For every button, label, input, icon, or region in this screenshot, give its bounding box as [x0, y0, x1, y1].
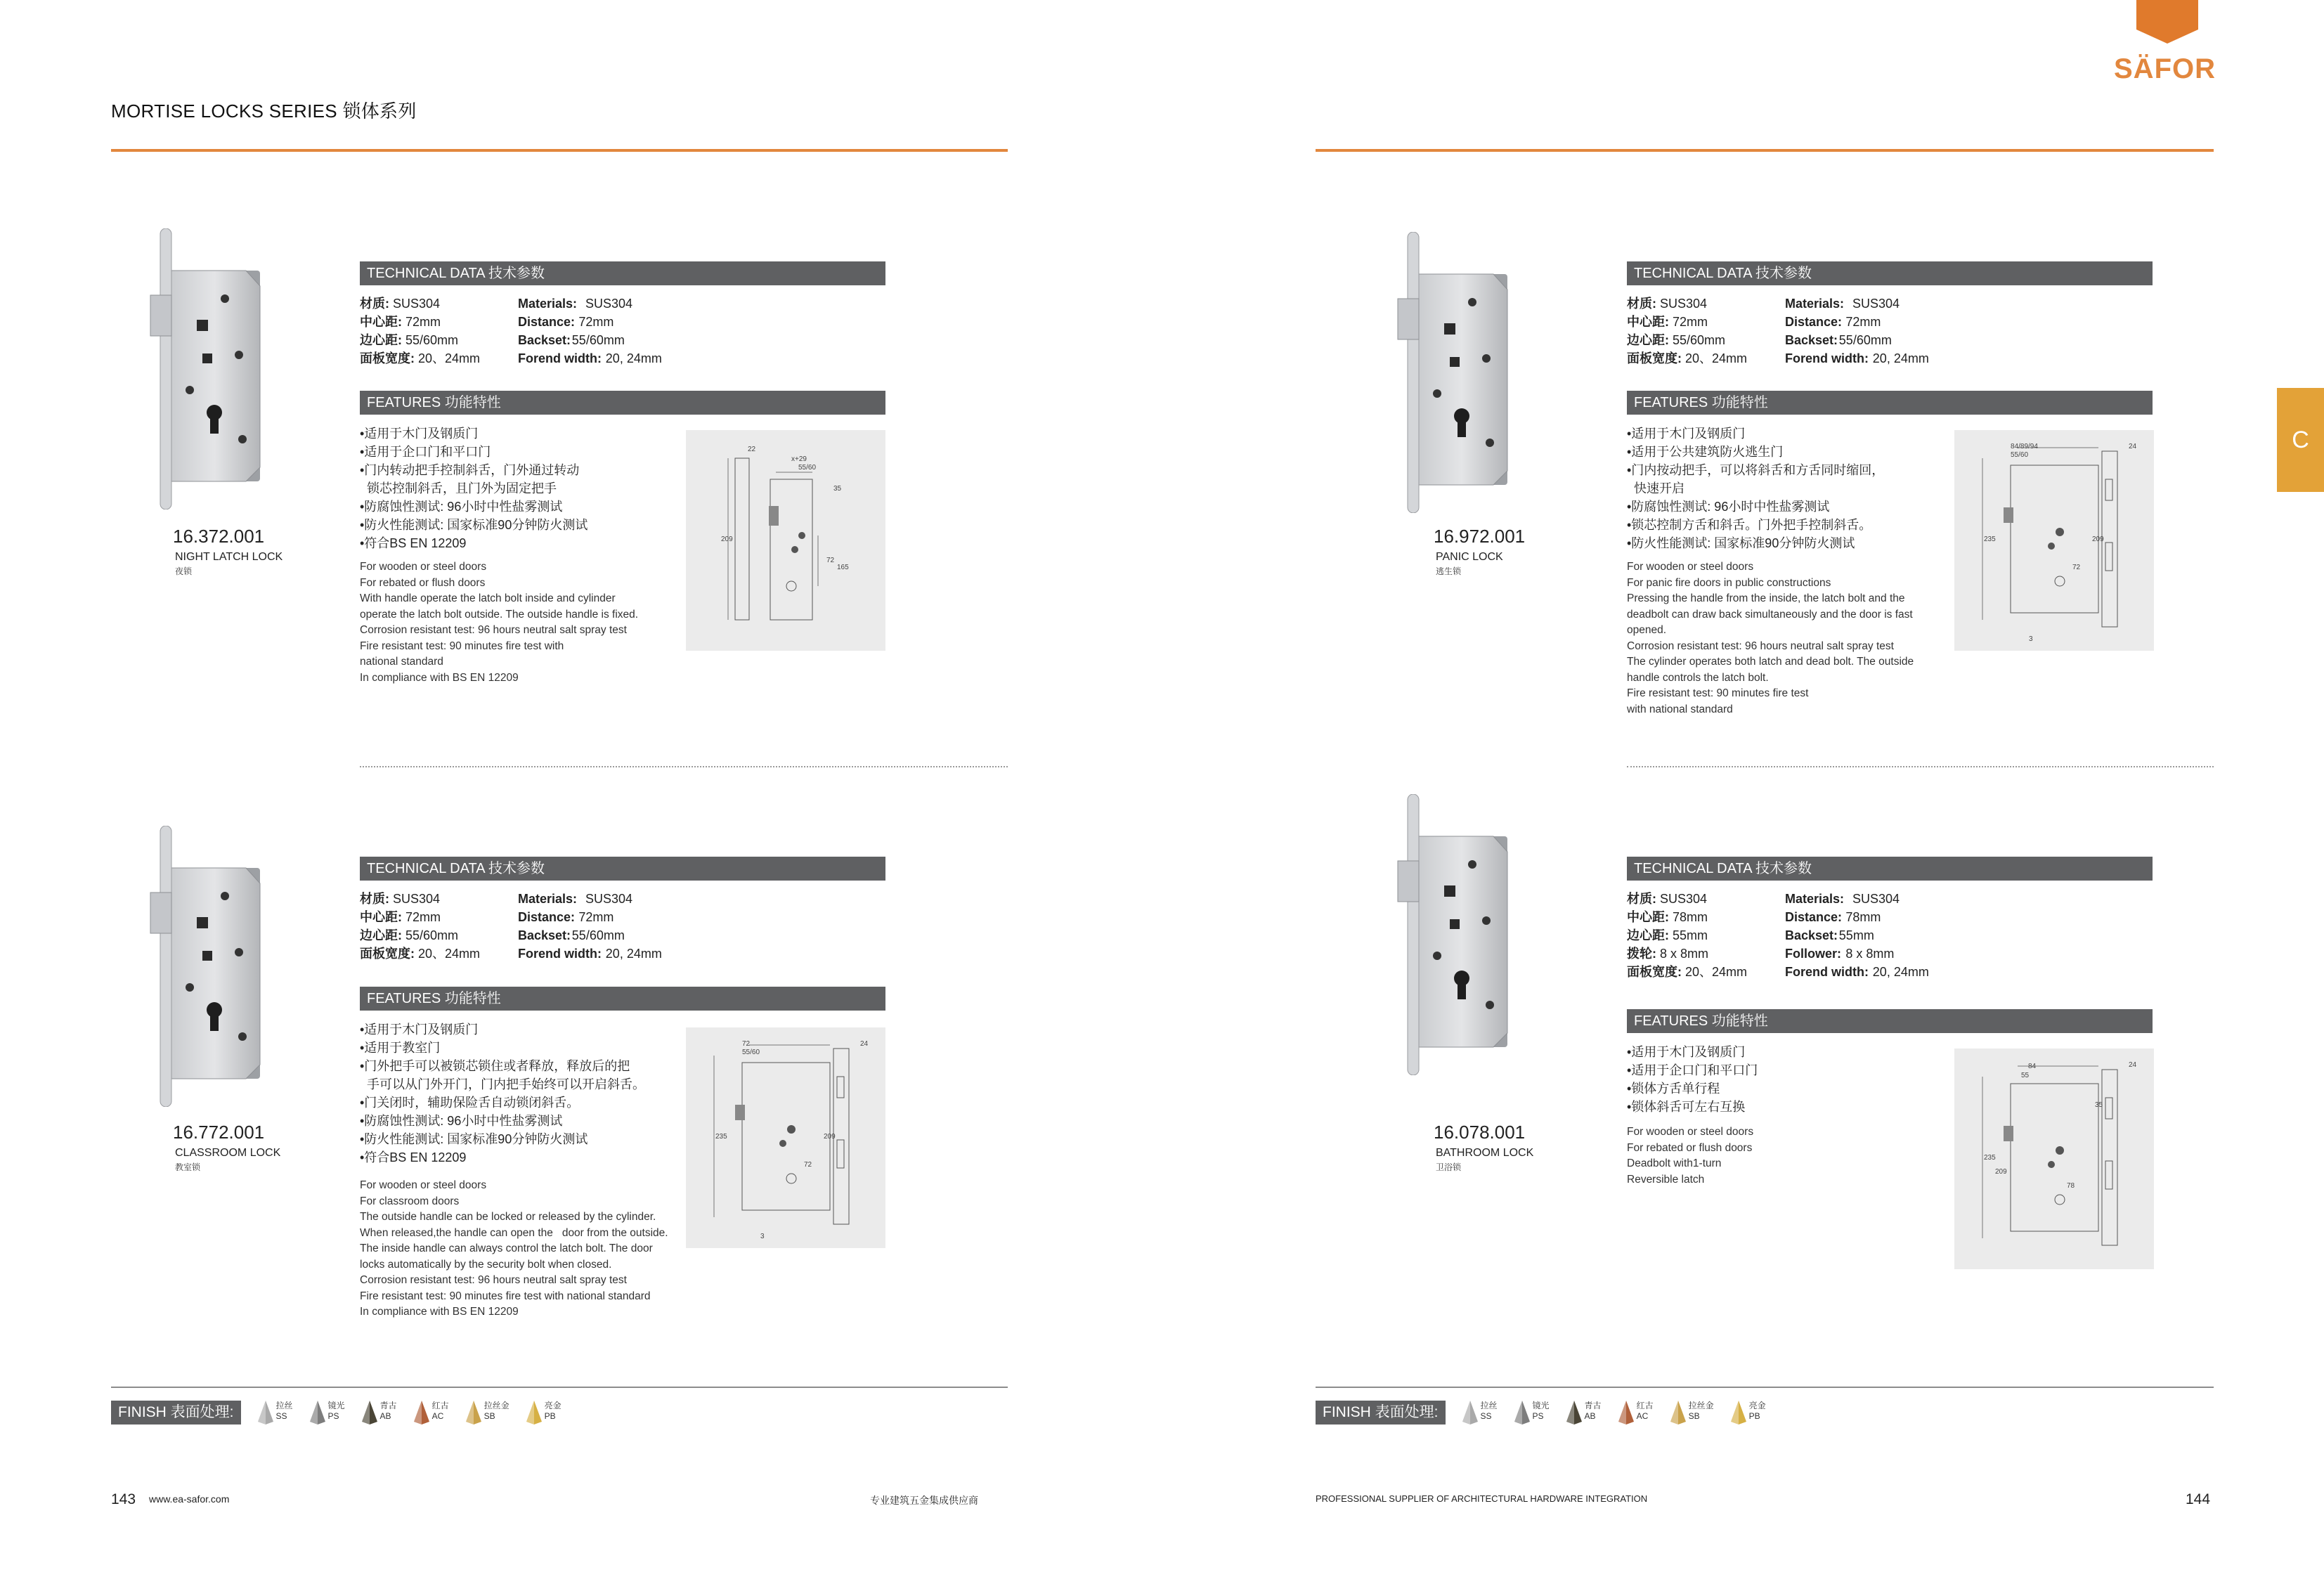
feature-line-en: with national standard — [1627, 703, 1733, 715]
feature-line-en: operate the latch bolt outside. The outside handle is fixed. — [360, 608, 639, 621]
features-header: FEATURES 功能特性 — [1627, 1009, 2153, 1033]
spec-key-cn: 边心距: — [1627, 928, 1669, 942]
dimension-label: 165 — [837, 564, 849, 571]
spec-val-en: 55/60mm — [571, 928, 625, 942]
feature-line-en: deadbolt can draw back simultaneously and the door is fast — [1627, 608, 1913, 621]
features-header: FEATURES 功能特性 — [360, 987, 885, 1011]
spec-val-cn: 55/60mm — [1669, 333, 1726, 347]
finish-code: PB — [1748, 1411, 1760, 1421]
feature-line-cn: •防腐蚀性测试: 96小时中性盐雾测试 — [1627, 500, 1830, 514]
product-name: BATHROOM LOCK — [1436, 1147, 1534, 1159]
feature-line-en: handle controls the latch bolt. — [1627, 671, 1769, 684]
feature-line-cn: •适用于木门及钢质门 — [360, 1023, 479, 1037]
spec-row — [1627, 294, 2049, 313]
feature-line-cn: •门关闭时，辅助保险舌自动锁闭斜舌。 — [360, 1096, 580, 1110]
spec-key-en: Distance: — [518, 315, 576, 329]
feature-line-en: Fire resistant test: 90 minutes fire test with — [360, 640, 564, 652]
finish-code: PS — [1532, 1411, 1544, 1421]
spec-val-en: SUS304 — [585, 892, 633, 906]
feature-line-cn: •门外把手可以被锁芯锁住或者释放，释放后的把 — [360, 1059, 630, 1073]
page-number-left: 143 — [111, 1491, 136, 1507]
spec-key-en: Forend width: — [518, 351, 602, 365]
spec-val-en: 20, 24mm — [605, 947, 662, 961]
finish-label: FINISH 表面处理: — [111, 1401, 241, 1425]
feature-line-en: For wooden or steel doors — [360, 561, 487, 573]
spec-row — [1627, 313, 2049, 331]
finish-cone-icon — [1731, 1401, 1746, 1425]
feature-line-en: When released,the handle can open the door from the outside. — [360, 1226, 668, 1239]
spec-val-en: 72mm — [1845, 315, 1881, 329]
spec-row — [360, 908, 781, 926]
feature-line-en: Pressing the handle from the inside, the latch bolt and the — [1627, 592, 1905, 604]
finish-cone-icon — [1618, 1401, 1634, 1425]
feature-line-cn: •符合BS EN 12209 — [360, 536, 467, 550]
dimension-label: 55/60 — [742, 1049, 760, 1056]
product-code: 16.772.001 — [173, 1122, 265, 1143]
spec-row — [1627, 349, 2049, 368]
page-number-right: 144 — [2186, 1491, 2211, 1507]
spec-key-en: Backset: — [518, 928, 571, 942]
finish-swatch[interactable] — [1731, 1401, 1766, 1425]
spec-row — [1627, 926, 2049, 945]
spec-key-cn: 边心距: — [1627, 333, 1669, 347]
spec-key-en: Materials: — [518, 297, 578, 311]
finish-code: SB — [483, 1411, 495, 1421]
finish-text — [276, 1401, 293, 1422]
lock-photo — [1395, 232, 1528, 513]
spec-row — [1627, 945, 2049, 963]
spec-key-cn: 中心距: — [360, 910, 402, 924]
finish-cone-icon — [1670, 1401, 1686, 1425]
spec-val-cn: 55/60mm — [402, 928, 459, 942]
spec-row — [360, 926, 781, 945]
finish-text — [1533, 1401, 1550, 1422]
feature-line-en: national standard — [360, 656, 443, 668]
page-title: MORTISE LOCKS SERIES 锁体系列 — [111, 100, 417, 122]
feature-line-en: Reversible latch — [1627, 1173, 1705, 1186]
finish-rule-left — [111, 1387, 1008, 1388]
dimension-label: 3 — [760, 1233, 765, 1240]
feature-line-cn: •适用于教室门 — [360, 1041, 441, 1055]
feature-line-en: In compliance with BS EN 12209 — [360, 1306, 519, 1318]
finish-cone-icon — [1514, 1401, 1530, 1425]
product-name: CLASSROOM LOCK — [175, 1147, 281, 1159]
finish-text — [1637, 1401, 1654, 1422]
footer-slogan-en: PROFESSIONAL SUPPLIER OF ARCHITECTURAL HARDWARE INTEGRATION — [1316, 1493, 1648, 1504]
feature-line-cn: 快速开启 — [1627, 481, 1685, 495]
finish-cone-icon — [1566, 1401, 1582, 1425]
feature-line-en: In compliance with BS EN 12209 — [360, 671, 519, 684]
finish-name-cn: 青古 — [1584, 1401, 1602, 1410]
feature-line-en: For wooden or steel doors — [1627, 1126, 1754, 1138]
spec-row — [360, 349, 781, 368]
finish-code: PB — [544, 1411, 556, 1421]
finish-swatch[interactable] — [526, 1401, 561, 1425]
finish-code: SS — [275, 1411, 287, 1421]
lock-photo — [148, 228, 281, 510]
spec-key-en: Distance: — [518, 910, 576, 924]
spec-key-cn: 中心距: — [1627, 315, 1669, 329]
dimension-diagram — [686, 1027, 885, 1248]
finish-code: SB — [1688, 1411, 1700, 1421]
product-name-cn: 逃生锁 — [1436, 566, 1462, 576]
header-rule-left — [111, 149, 1008, 152]
dimension-diagram — [686, 430, 885, 651]
finish-name-cn: 红古 — [431, 1401, 449, 1410]
finish-swatch[interactable] — [1566, 1401, 1602, 1425]
spec-row — [360, 313, 781, 331]
spec-key-en: Distance: — [1785, 315, 1843, 329]
feature-line-cn: •门内转动把手控制斜舌，门外通过转动 — [360, 463, 580, 477]
spec-key-en: Follower: — [1785, 947, 1841, 961]
feature-line-en: Fire resistant test: 90 minutes fire test with national standard — [360, 1290, 651, 1302]
footer-slogan-cn: 专业建筑五金集成供应商 — [870, 1495, 978, 1506]
spec-val-cn: 20、24mm — [415, 351, 481, 365]
dimension-label: 84/89/94 — [2011, 443, 2038, 450]
dimension-label: 72 — [826, 557, 835, 564]
spec-val-cn: SUS304 — [389, 297, 441, 311]
dimension-label: 24 — [2129, 1061, 2137, 1069]
spec-val-cn: 8 x 8mm — [1656, 947, 1709, 961]
spec-val-cn: 72mm — [402, 315, 441, 329]
dimension-label: 235 — [1984, 536, 1996, 543]
dimension-label: 209 — [1995, 1168, 2007, 1176]
spec-key-en: Forend width: — [1785, 351, 1869, 365]
dimension-label: 235 — [715, 1133, 727, 1141]
dimension-label: 72 — [2072, 564, 2081, 571]
feature-line-en: For rebated or flush doors — [360, 576, 486, 589]
spec-row — [1627, 331, 2049, 349]
finish-cone-icon — [258, 1401, 273, 1425]
dimension-label: x+29 — [791, 455, 807, 463]
spec-key-cn: 拨轮: — [1627, 947, 1656, 961]
spec-val-en: 20, 24mm — [605, 351, 662, 365]
spec-key-en: Backset: — [518, 333, 571, 347]
dimension-label: 235 — [1984, 1154, 1996, 1162]
feature-line-cn: •锁体斜舌可左右互换 — [1627, 1100, 1746, 1114]
finish-bar — [1316, 1401, 1766, 1425]
spec-key-en: Backset: — [1785, 333, 1838, 347]
feature-line-cn: •门内按动把手，可以将斜舌和方舌同时缩回， — [1627, 463, 1885, 477]
dimension-label: 55 — [2021, 1072, 2030, 1079]
technical-data-header: TECHNICAL DATA 技术参数 — [1627, 857, 2153, 881]
finish-text — [380, 1401, 397, 1422]
brand-logo-text: SÄFOR — [2114, 53, 2216, 84]
feature-line-en: Corrosion resistant test: 96 hours neutral salt spray test — [1627, 640, 1894, 652]
technical-data-header: TECHNICAL DATA 技术参数 — [1627, 261, 2153, 285]
product-name-cn: 卫浴锁 — [1436, 1162, 1462, 1172]
finish-code: AB — [379, 1411, 391, 1421]
dimension-label: 55/60 — [2011, 451, 2029, 459]
spec-key-en: Backset: — [1785, 928, 1838, 942]
spec-val-cn: 55mm — [1669, 928, 1708, 942]
finish-text — [328, 1401, 345, 1422]
dimension-label: 35 — [2095, 1101, 2103, 1109]
finish-name-cn: 镜光 — [1532, 1401, 1550, 1410]
feature-line-en: For panic fire doors in public constructions — [1627, 576, 1831, 589]
finish-swatch[interactable] — [466, 1401, 509, 1425]
feature-line-en: The outside handle can be locked or released by the cylinder. — [360, 1211, 656, 1223]
feature-line-cn: 锁芯控制斜舌，且门外为固定把手 — [360, 481, 557, 495]
finish-label: FINISH 表面处理: — [1316, 1401, 1446, 1425]
feature-line-cn: •适用于木门及钢质门 — [360, 427, 479, 441]
spec-key-en: Materials: — [518, 892, 578, 906]
feature-line-en: With handle operate the latch bolt inside and cylinder — [360, 592, 616, 604]
spec-val-en: 8 x 8mm — [1845, 947, 1895, 961]
finish-cone-icon — [310, 1401, 325, 1425]
spec-val-cn: 78mm — [1669, 910, 1708, 924]
lock-photo — [1395, 794, 1528, 1075]
feature-line-cn: •锁体方舌单行程 — [1627, 1082, 1720, 1096]
finish-name-cn: 拉丝金 — [1688, 1401, 1714, 1410]
spec-val-en: 55/60mm — [1838, 333, 1892, 347]
finish-code: AC — [431, 1411, 444, 1421]
spec-val-cn: SUS304 — [1656, 892, 1708, 906]
dimension-label: 209 — [824, 1133, 836, 1141]
spec-row — [1627, 908, 2049, 926]
feature-line-en: For classroom doors — [360, 1195, 460, 1207]
dimension-diagram — [1954, 430, 2154, 651]
finish-name-cn: 拉丝 — [275, 1401, 293, 1410]
finish-code: AB — [1584, 1411, 1596, 1421]
spec-val-cn: SUS304 — [389, 892, 441, 906]
feature-line-en: Fire resistant test: 90 minutes fire test — [1627, 687, 1809, 699]
spec-key-cn: 边心距: — [360, 333, 402, 347]
feature-line-en: The cylinder operates both latch and dead bolt. The outside — [1627, 656, 1914, 668]
dimension-label: 24 — [860, 1040, 869, 1048]
website-url[interactable]: www.ea-safor.com — [149, 1493, 230, 1505]
header-rule-right — [1316, 149, 2214, 152]
feature-line-cn: •适用于木门及钢质门 — [1627, 427, 1746, 441]
feature-line-cn: •适用于木门及钢质门 — [1627, 1045, 1746, 1059]
spec-key-cn: 材质: — [1627, 892, 1656, 906]
finish-text — [1585, 1401, 1602, 1422]
spec-row — [1627, 963, 2049, 981]
spec-val-en: SUS304 — [1852, 297, 1900, 311]
spec-row — [360, 331, 781, 349]
dimension-label: 209 — [721, 536, 733, 543]
finish-name-cn: 拉丝 — [1480, 1401, 1498, 1410]
dimension-label: 3 — [2029, 635, 2033, 643]
spec-val-cn: SUS304 — [1656, 297, 1708, 311]
spec-val-en: 72mm — [578, 315, 614, 329]
separator-left — [360, 766, 1008, 767]
product-name: NIGHT LATCH LOCK — [175, 551, 283, 563]
finish-name-cn: 亮金 — [1748, 1401, 1766, 1410]
feature-line-en: Corrosion resistant test: 96 hours neutral salt spray test — [360, 1274, 627, 1286]
spec-key-cn: 面板宽度: — [360, 351, 415, 365]
spec-key-en: Distance: — [1785, 910, 1843, 924]
finish-text — [1749, 1401, 1766, 1422]
technical-data-header: TECHNICAL DATA 技术参数 — [360, 261, 885, 285]
spec-val-en: 20, 24mm — [1872, 351, 1929, 365]
finish-swatch[interactable] — [414, 1401, 449, 1425]
feature-line-cn: •防火性能测试: 国家标准90分钟防火测试 — [1627, 536, 1855, 550]
finish-cone-icon — [526, 1401, 542, 1425]
feature-line-cn: •符合BS EN 12209 — [360, 1150, 467, 1164]
spec-val-en: 78mm — [1845, 910, 1881, 924]
feature-line-en: The inside handle can always control the latch bolt. The door — [360, 1242, 653, 1254]
product-code: 16.372.001 — [173, 526, 265, 547]
finish-name-cn: 青古 — [379, 1401, 397, 1410]
finish-bar — [111, 1401, 561, 1425]
feature-line-cn: •适用于企口门和平口门 — [360, 445, 491, 459]
feature-line-cn: •锁芯控制方舌和斜舌。门外把手控制斜舌。 — [1627, 518, 1872, 532]
finish-swatch[interactable] — [362, 1401, 397, 1425]
spec-key-cn: 材质: — [360, 297, 389, 311]
dimension-label: 209 — [2092, 536, 2104, 543]
feature-line-cn: •防腐蚀性测试: 96小时中性盐雾测试 — [360, 500, 563, 514]
spec-row — [360, 890, 781, 908]
feature-line-cn: 手可以从门外开门，门内把手始终可以开启斜舌。 — [360, 1077, 645, 1091]
finish-text — [1481, 1401, 1498, 1422]
spec-key-cn: 面板宽度: — [1627, 351, 1682, 365]
finish-cone-icon — [466, 1401, 481, 1425]
spec-val-en: SUS304 — [1852, 892, 1900, 906]
finish-swatch[interactable] — [1514, 1401, 1550, 1425]
spec-val-en: 55/60mm — [571, 333, 625, 347]
dimension-label: 24 — [2129, 443, 2137, 450]
dimension-label: 55/60 — [798, 464, 817, 472]
lock-photo — [148, 826, 281, 1107]
feature-line-cn: •防腐蚀性测试: 96小时中性盐雾测试 — [360, 1114, 563, 1128]
spec-val-cn: 20、24mm — [415, 947, 481, 961]
separator-right — [1627, 766, 2214, 767]
finish-swatch[interactable] — [1618, 1401, 1654, 1425]
spec-key-cn: 面板宽度: — [1627, 965, 1682, 979]
dimension-label: 84 — [2028, 1063, 2037, 1070]
feature-line-cn: •防火性能测试: 国家标准90分钟防火测试 — [360, 1132, 588, 1146]
spec-key-en: Materials: — [1785, 892, 1845, 906]
feature-line-en: locks automatically by the security bolt when closed. — [360, 1258, 612, 1271]
spec-val-cn: 20、24mm — [1682, 351, 1748, 365]
finish-text — [1689, 1401, 1714, 1422]
finish-cone-icon — [362, 1401, 377, 1425]
spec-val-en: 72mm — [578, 910, 614, 924]
finish-text — [432, 1401, 449, 1422]
finish-swatch[interactable] — [258, 1401, 293, 1425]
technical-data-header: TECHNICAL DATA 技术参数 — [360, 857, 885, 881]
spec-row — [1627, 890, 2049, 908]
finish-cone-icon — [1462, 1401, 1478, 1425]
finish-text — [545, 1401, 561, 1422]
finish-name-cn: 镜光 — [327, 1401, 345, 1410]
dimension-label: 72 — [742, 1040, 751, 1048]
brand-logo-icon — [2136, 0, 2198, 44]
spec-val-cn: 55/60mm — [402, 333, 459, 347]
features-header: FEATURES 功能特性 — [360, 391, 885, 415]
spec-key-en: Materials: — [1785, 297, 1845, 311]
feature-line-en: For rebated or flush doors — [1627, 1141, 1753, 1154]
spec-val-en: 55mm — [1838, 928, 1874, 942]
features-header: FEATURES 功能特性 — [1627, 391, 2153, 415]
feature-line-en: Corrosion resistant test: 96 hours neutral salt spray test — [360, 624, 627, 636]
product-code: 16.078.001 — [1434, 1122, 1526, 1143]
spec-row — [360, 945, 781, 963]
dimension-label: 35 — [833, 485, 842, 493]
finish-rule-right — [1316, 1387, 2214, 1388]
spec-key-cn: 中心距: — [1627, 910, 1669, 924]
spec-val-en: 20, 24mm — [1872, 965, 1929, 979]
spec-key-cn: 中心距: — [360, 315, 402, 329]
spec-key-cn: 材质: — [360, 892, 389, 906]
finish-swatch[interactable] — [1670, 1401, 1714, 1425]
spec-val-cn: 72mm — [402, 910, 441, 924]
finish-swatch[interactable] — [310, 1401, 345, 1425]
spec-key-en: Forend width: — [518, 947, 602, 961]
feature-line-en: opened. — [1627, 624, 1667, 636]
finish-code: PS — [327, 1411, 339, 1421]
spec-row — [360, 294, 781, 313]
spec-val-cn: 72mm — [1669, 315, 1708, 329]
spec-key-cn: 边心距: — [360, 928, 402, 942]
finish-code: SS — [1480, 1411, 1492, 1421]
spec-val-cn: 20、24mm — [1682, 965, 1748, 979]
section-tab[interactable]: C — [2277, 388, 2324, 492]
product-name-cn: 夜锁 — [175, 566, 193, 576]
product-name-cn: 教室锁 — [175, 1162, 201, 1172]
product-code: 16.972.001 — [1434, 526, 1526, 547]
spec-val-en: SUS304 — [585, 297, 633, 311]
finish-text — [484, 1401, 509, 1422]
finish-name-cn: 拉丝金 — [483, 1401, 509, 1410]
finish-code: AC — [1636, 1411, 1649, 1421]
feature-line-en: Deadbolt with1-turn — [1627, 1157, 1722, 1169]
finish-swatch[interactable] — [1462, 1401, 1498, 1425]
finish-name-cn: 亮金 — [544, 1401, 561, 1410]
dimension-label: 72 — [804, 1161, 812, 1169]
spec-key-cn: 面板宽度: — [360, 947, 415, 961]
feature-line-cn: •防火性能测试: 国家标准90分钟防火测试 — [360, 518, 588, 532]
finish-name-cn: 红古 — [1636, 1401, 1654, 1410]
spec-key-cn: 材质: — [1627, 297, 1656, 311]
spec-key-en: Forend width: — [1785, 965, 1869, 979]
feature-line-en: For wooden or steel doors — [360, 1179, 487, 1191]
dimension-label: 22 — [748, 446, 756, 453]
feature-line-en: For wooden or steel doors — [1627, 561, 1754, 573]
dimension-label: 78 — [2067, 1182, 2075, 1190]
finish-cone-icon — [414, 1401, 429, 1425]
feature-line-cn: •适用于企口门和平口门 — [1627, 1063, 1758, 1077]
feature-line-cn: •适用于公共建筑防火逃生门 — [1627, 445, 1784, 459]
dimension-diagram — [1954, 1049, 2154, 1269]
product-name: PANIC LOCK — [1436, 551, 1503, 563]
